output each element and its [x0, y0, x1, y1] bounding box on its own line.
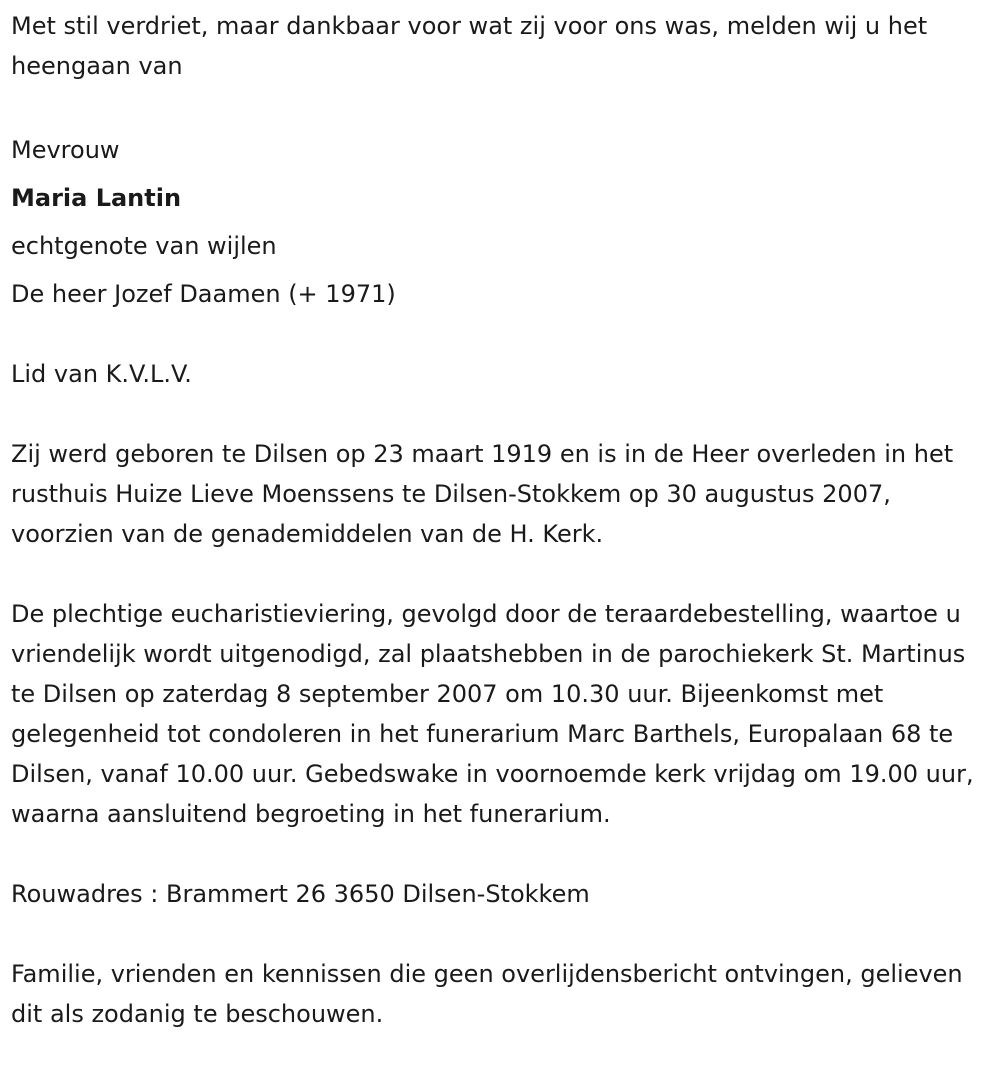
mourning-address: Rouwadres : Brammert 26 3650 Dilsen-Stokkem	[11, 880, 590, 908]
deceased-name: Maria Lantin	[11, 184, 182, 212]
birth-death-paragraph: Zij werd geboren te Dilsen op 23 maart 1919 en is in de Heer overleden in het rusthuis Huize Lieve Moenssens te Dilsen-Stokkem op 30 augustus 2007, voorzien van de genademiddelen van de H. Kerk.	[11, 440, 954, 548]
obituary-notice	[11, 6, 991, 1034]
relation-text: echtgenote van wijlen	[11, 232, 277, 260]
closing-paragraph: Familie, vrienden en kennissen die geen overlijdensbericht ontvingen, gelieven dit als zodanig te beschouwen.	[11, 960, 963, 1028]
deceased-block	[11, 126, 991, 318]
salutation: Mevrouw	[11, 136, 120, 164]
ceremony-paragraph: De plechtige eucharistieviering, gevolgd door de teraardebestelling, waartoe u vriendelijk wordt uitgenodigd, zal plaatshebben in de parochiekerk St. Martinus te Dilsen op zaterdag 8 september 2007 om 10.30 uur. Bijeenkomst met gelegenheid tot condoleren in het funerarium Marc Barthels, Europalaan 68 te Dilsen, vanaf 10.00 uur. Gebedswake in voornoemde kerk vrijdag om 19.00 uur, waarna aansluitend begroeting in het funerarium.	[11, 600, 974, 828]
spouse-name: De heer Jozef Daamen (+ 1971)	[11, 280, 396, 308]
membership-text: Lid van K.V.L.V.	[11, 360, 192, 388]
intro-paragraph: Met stil verdriet, maar dankbaar voor wat zij voor ons was, melden wij u het heengaan van	[11, 12, 928, 80]
